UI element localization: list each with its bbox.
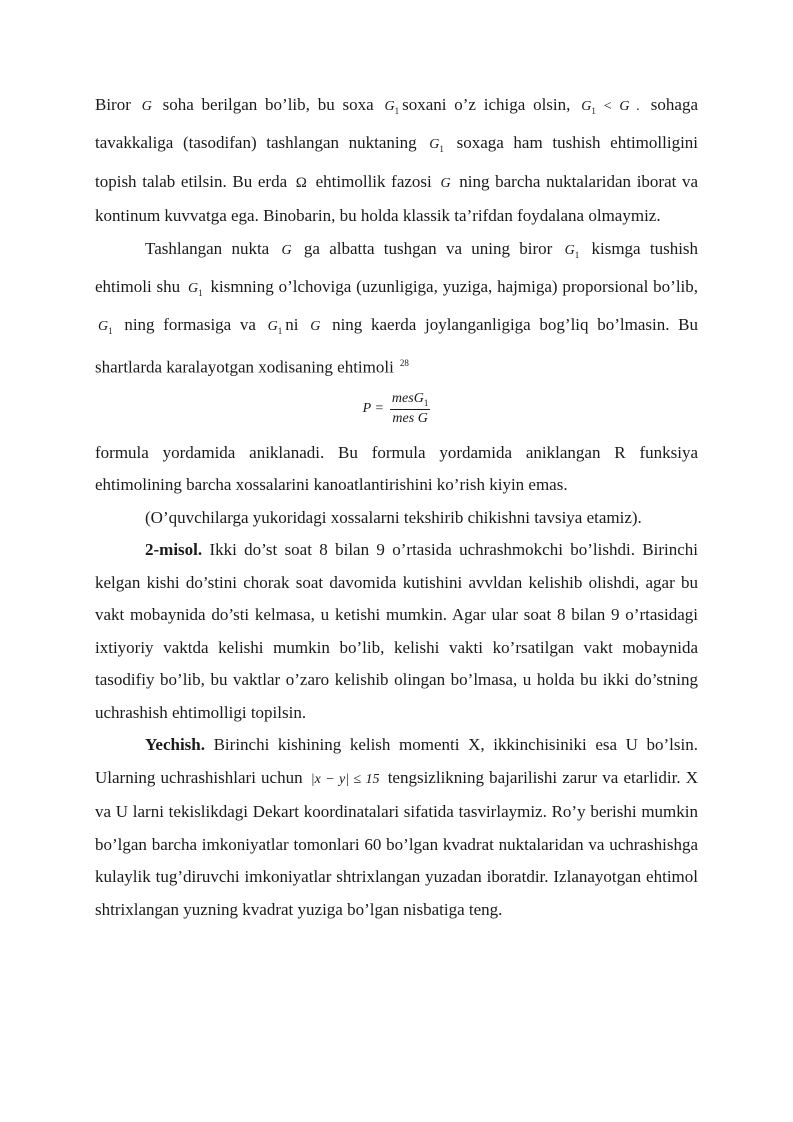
example-2-paragraph [95, 534, 698, 729]
text: ning kaerda joylanganligiga bog’liq bo’lmasin. Bu shartlarda karalayotgan xodisaning ehtimoli [95, 315, 699, 378]
example-label: 2-misol. [145, 540, 203, 560]
math-symbol: $G_1$ [429, 137, 444, 155]
omega-symbol: Ω [295, 174, 307, 191]
solution-paragraph [95, 729, 698, 926]
formula-fraction [390, 391, 430, 427]
footnote-marker: 28 [399, 358, 409, 369]
text: soxani o’z ichiga olsin, [402, 95, 571, 114]
math-symbol: $G_1$ [564, 242, 580, 260]
text: ga albatta tushgan va uning biror [303, 238, 553, 258]
math-symbol: $G_1$ [384, 99, 400, 116]
text: Tashlangan nukta [145, 238, 270, 258]
paragraph-3: formula yordamida aniklanadi. Bu formula yordamida aniklangan R funksiya ehtimolining barcha xossalarini kanoatlantirishini ko’rish kiyin emas. [95, 442, 698, 495]
text: ning barcha nuktalaridan iborat va kontinum kuvvatga ega. Binobarin, bu holda klassik ta’rifdan foydalana olmaymiz. [95, 171, 699, 226]
probability-formula [95, 387, 698, 431]
solution-label: Yechish. [145, 735, 205, 755]
math-inequality: |x − y| ≤ 15 [310, 771, 380, 787]
text: tengsizlikning bajarilishi zarur va etarlidir. X va U larni tekislikdagi Dekart koordinatalari sifatida tasvirlaymiz. Ro’y berishi mumkin bo’lgan barcha imkoniyatlar tomonlari 60 bo’lgan kvadrat nuktalaridan va uchrashishga kulaylik tug’diruvchi imkoniyatlar shtrixlangan yuzadan iboratdir. Izlanayotgan ehtimol shtrixlangan yuzning kvadrat yuziga bo’lgan nisbatiga teng. [95, 767, 699, 919]
text: soxaga ham tushish ehtimolligini topish talab etilsin. Bu erda [95, 133, 699, 191]
document-page [95, 89, 698, 926]
math-symbol: G [141, 99, 152, 114]
math-symbol: G [440, 175, 451, 191]
paragraph-1 [95, 89, 698, 233]
paragraph-4: (O’quvchilarga yukoridagi xossalarni tekshirib chikishni tavsiya etamiz). [145, 507, 642, 527]
text: ning formasiga va [124, 315, 256, 335]
paragraph-2 [95, 233, 698, 385]
formula-lhs: P = [362, 400, 384, 416]
math-symbol: $G_1$ [188, 280, 203, 298]
text: soha berilgan bo’lib, bu soxa [162, 95, 374, 114]
text: kismga tushish ehtimoli shu [95, 238, 699, 296]
text: kismning o’lchoviga (uzunligiga, yuziga, hajmiga) proporsional bo’lib, [210, 276, 699, 296]
text: Biror [95, 95, 131, 114]
text: Birinchi kishining kelish momenti X, ikkinchisiniki esa U bo’lsin. Ularning uchrashishlari uchun [95, 735, 698, 787]
text: sohaga tavakkaliga (tasodifan) tashlangan nuktaning [95, 95, 699, 153]
formula-denominator: mes G [392, 410, 428, 426]
math-symbol: $G_1$ [98, 319, 113, 336]
formula-numerator: mesG$_1$ [391, 390, 429, 408]
math-symbol: G [310, 319, 321, 335]
math-symbol: G [281, 242, 292, 258]
math-inequality: $G_1 < G$ . [581, 99, 640, 116]
math-symbol: $G_1$ [267, 319, 283, 336]
text: Ikki do’st soat 8 bilan 9 o’rtasida uchrashmokchi bo’lishdi. Birinchi kelgan kishi do’stini chorak soat davomida kutishini avvldan kelishib olishdi, agar bu vakt mobaynida do’sti kelmasa, u ketishi mumkin. Agar ular soat 8 bilan 9 o’rtasidagi ixtiyoriy vaktda kelishi mumkin bo’lib, kelishi vakti ko’rsatilgan vakt mobaynida tasodifiy bo’lib, bu vaktlar o’zaro kelishib olingan bo’lmasa, u holda bu ikki do’stning uchrashish ehtimolligi topilsin. [95, 540, 698, 722]
text: ni [285, 315, 299, 335]
text: ehtimollik fazosi [315, 171, 432, 191]
